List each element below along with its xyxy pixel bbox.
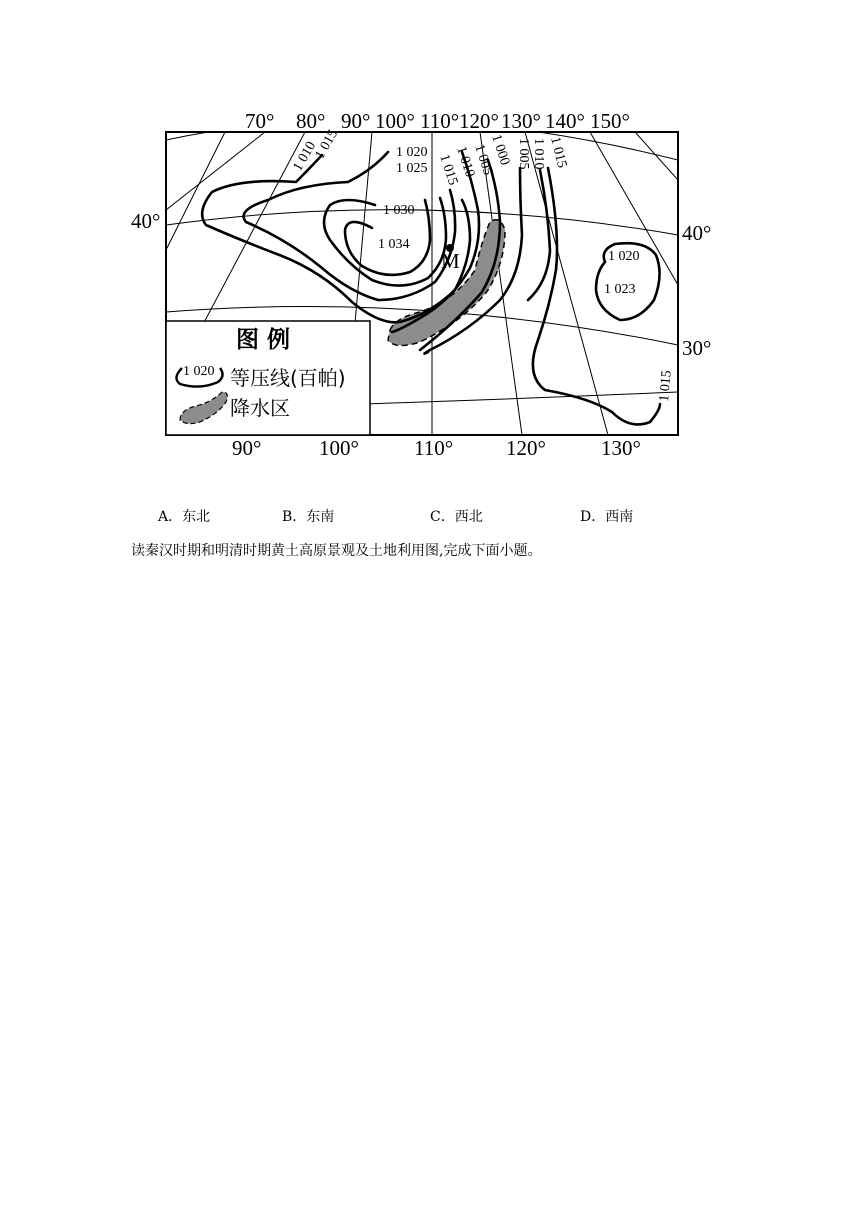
isobar-label: 1 015	[657, 369, 675, 403]
isobar-label: 1 005	[516, 138, 531, 170]
option-text: 西北	[454, 509, 483, 525]
legend-precip-label: 降水区	[230, 396, 290, 420]
longitude-label: 120°	[506, 436, 546, 460]
isobar-label: 1 010	[290, 139, 320, 174]
longitude-label: 70°	[245, 109, 275, 133]
longitude-label: 120°	[459, 109, 499, 133]
isobar-label: 1 005	[471, 142, 496, 178]
isobar-label: 1 015	[312, 127, 342, 162]
option-c[interactable]	[430, 506, 483, 526]
isobar-label: 1 015	[547, 135, 570, 170]
latitude-label-right: 40°	[682, 221, 712, 245]
question-intro: 读秦汉时期和明清时期黄土高原景观及土地利用图,完成下面小题。	[131, 543, 542, 559]
option-d[interactable]	[580, 506, 633, 526]
longitude-label: 100°	[375, 109, 415, 133]
isobar-label: 1 000	[488, 132, 513, 168]
legend-isobar-value: 1 020	[183, 364, 215, 379]
isobar-label: 1 020	[608, 249, 640, 264]
longitude-label: 90°	[232, 436, 262, 460]
latitude-label-right: 30°	[682, 336, 712, 360]
answer-options	[0, 506, 860, 528]
longitude-label: 130°	[601, 436, 641, 460]
option-letter: B．	[282, 509, 307, 525]
longitude-label: 130°	[501, 109, 541, 133]
isobar-map-figure	[0, 0, 860, 480]
latitude-label-left: 40°	[131, 209, 161, 233]
longitude-label: 110°	[414, 436, 454, 460]
isobar-label: 1 023	[604, 282, 636, 297]
option-b[interactable]	[282, 506, 334, 526]
option-letter: D．	[580, 509, 606, 525]
bottom-longitude-labels	[232, 436, 641, 460]
option-text: 东南	[306, 509, 335, 525]
map-legend	[166, 321, 370, 435]
longitude-label: 90°	[341, 109, 371, 133]
point-m-label: M	[441, 249, 460, 273]
option-letter: A．	[158, 509, 183, 525]
option-text: 西南	[605, 509, 634, 525]
isobar-label: 1 010	[531, 138, 546, 170]
option-text: 东北	[182, 509, 211, 525]
isobar-label: 1 010	[453, 144, 478, 180]
isobar-label: 1 025	[396, 161, 428, 176]
longitude-label: 100°	[319, 436, 359, 460]
isobar-label: 1 015	[436, 152, 461, 188]
longitude-label: 80°	[296, 109, 326, 133]
legend-isobar-label: 等压线(百帕)	[230, 366, 346, 390]
longitude-label: 140°	[545, 109, 585, 133]
option-letter: C．	[430, 509, 455, 525]
longitude-label: 150°	[590, 109, 630, 133]
legend-title: 图 例	[236, 327, 291, 353]
isobar-label: 1 034	[378, 237, 410, 252]
top-longitude-labels	[245, 109, 630, 133]
isobar-label: 1 020	[396, 145, 428, 160]
isobar-label: 1 030	[383, 203, 415, 218]
option-a[interactable]	[158, 506, 210, 526]
longitude-label: 110°	[420, 109, 460, 133]
